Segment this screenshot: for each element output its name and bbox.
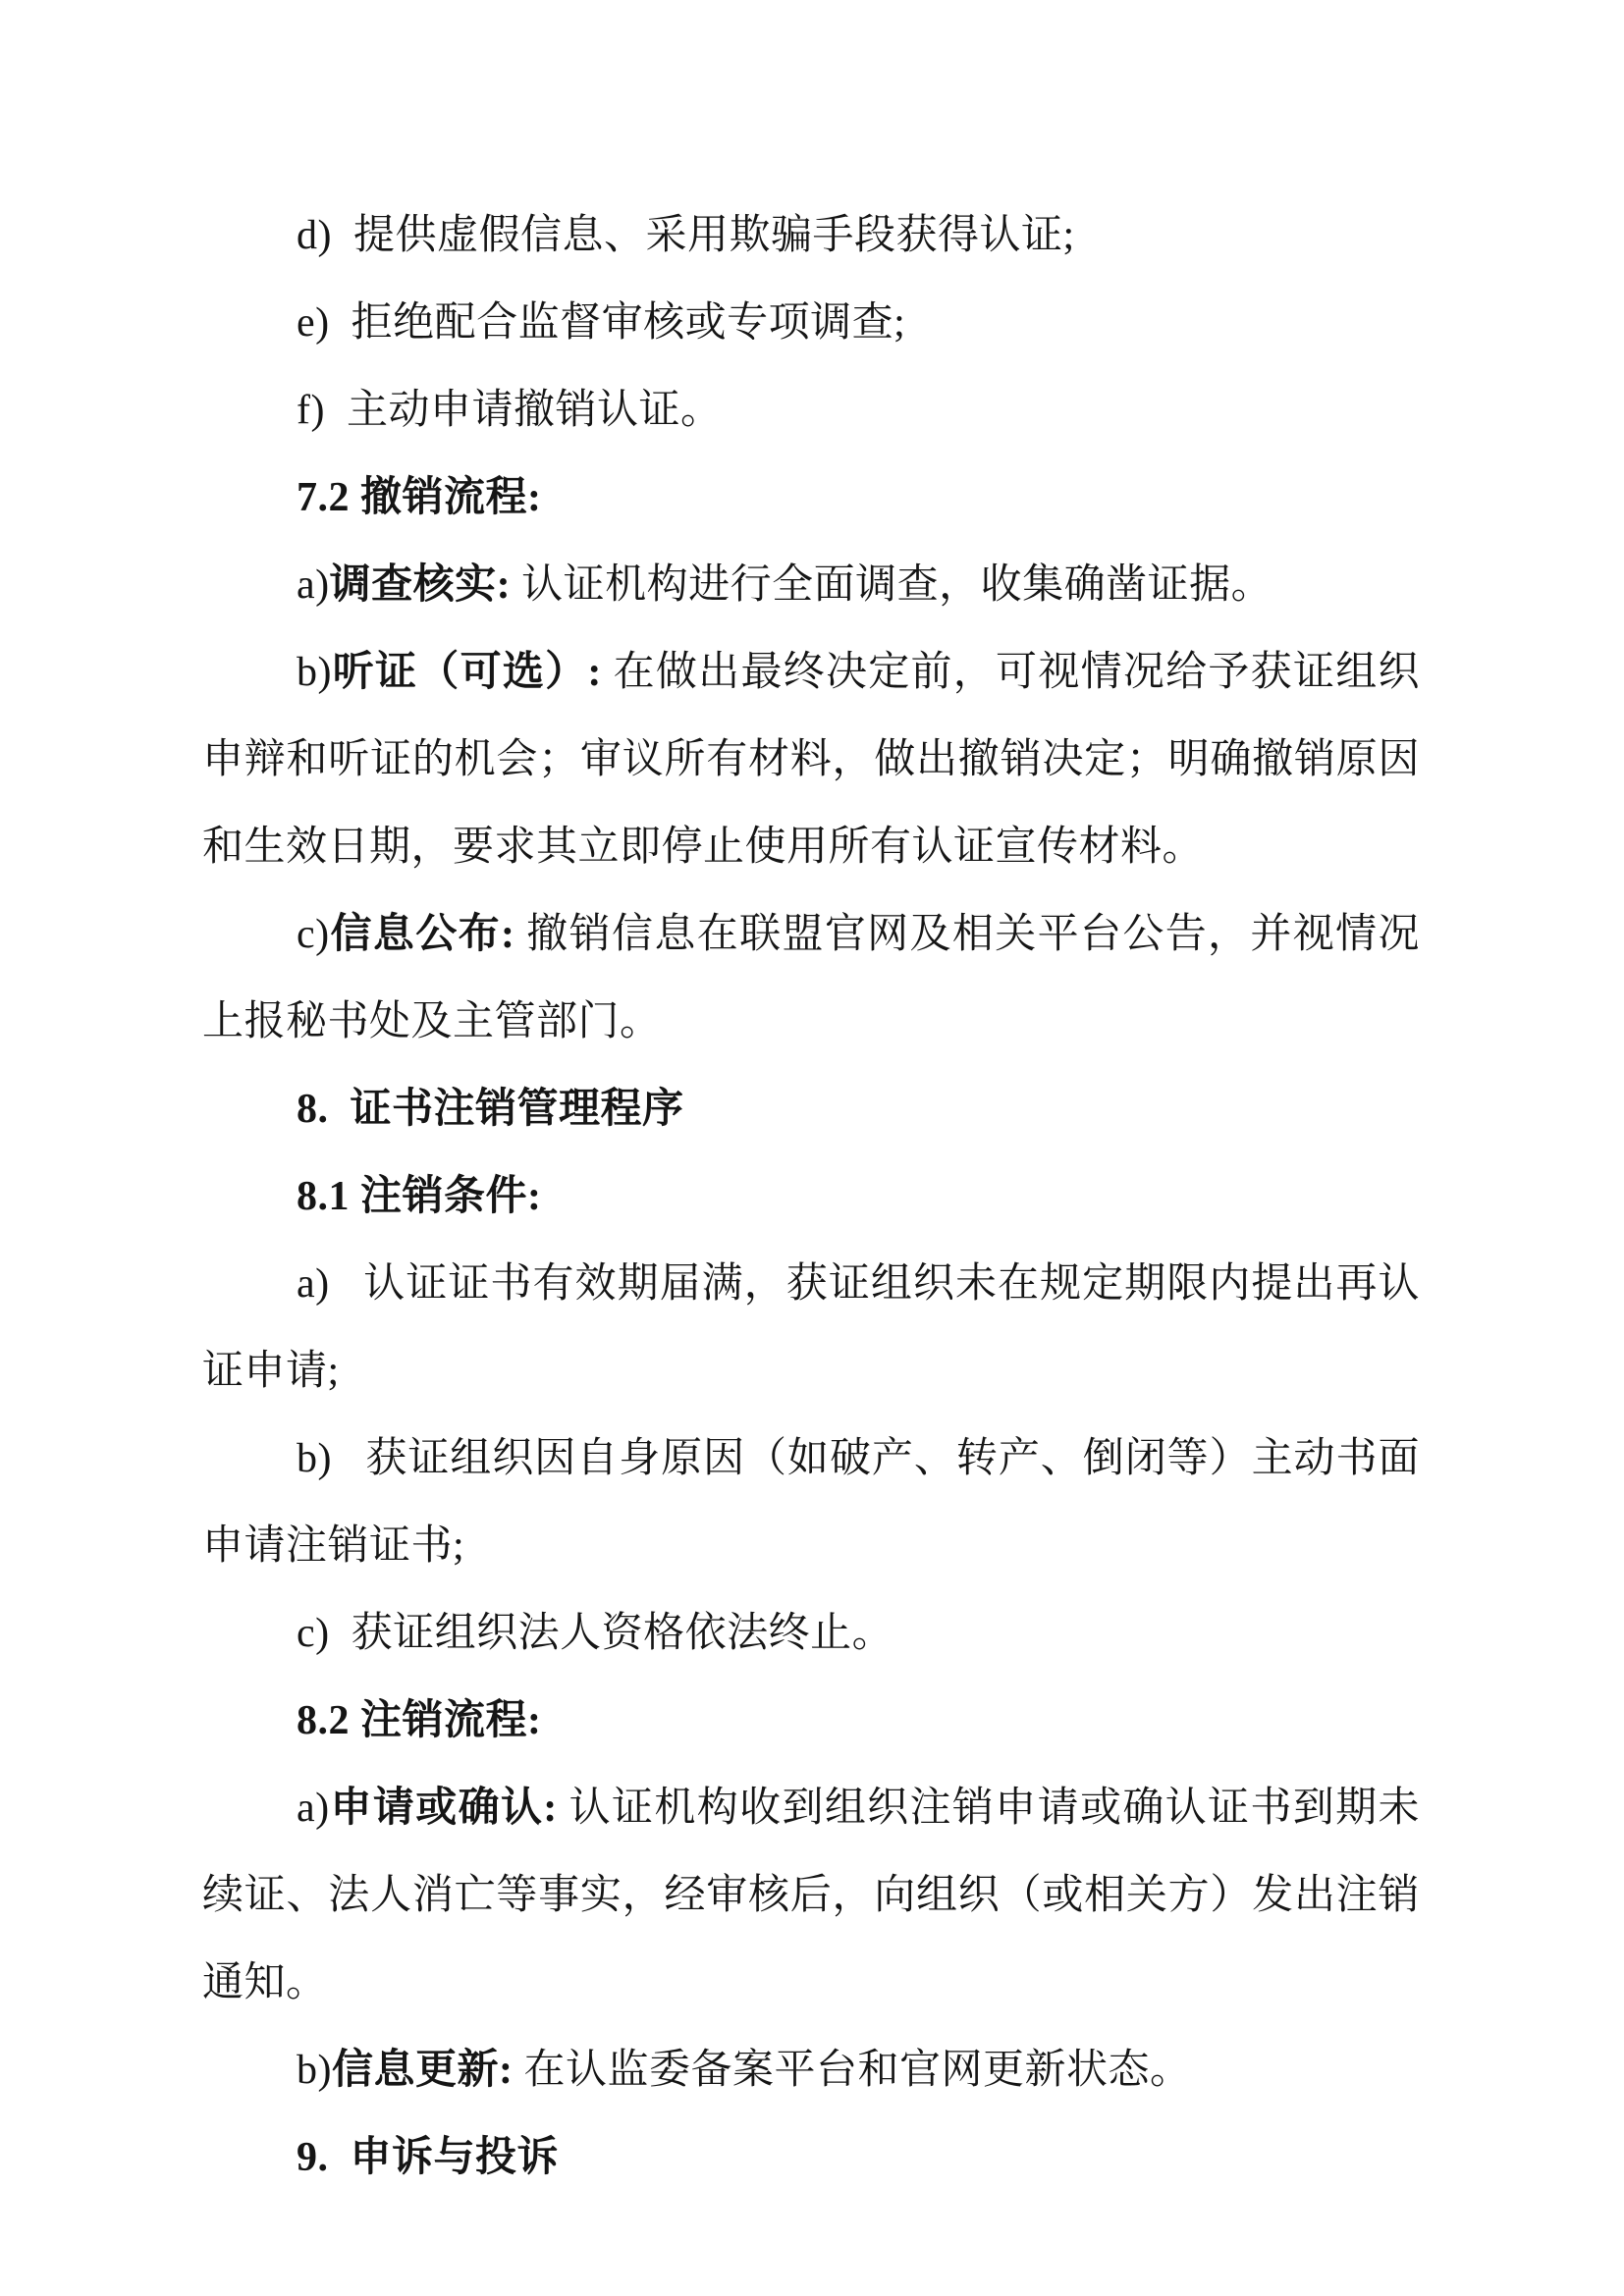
section-heading-8 [202,1066,1420,1153]
step-label: 调查核实: [329,562,522,608]
step-marker: a) [297,562,330,608]
step-text: 撤销信息在联盟官网及相关平台公告，并视情况上报秘书处及主管部门。 [202,912,1420,1044]
list-item-8-1-a-text: a) 认证证书有效期届满，获证组织未在规定期限内提出再认证申请; [202,1261,1420,1394]
step-7-2-b [202,629,1420,891]
section-heading-8-2 [202,1678,1420,1765]
step-label: 信息公布: [329,912,527,957]
list-item-f-text: f) 主动申请撤销认证。 [297,388,723,433]
step-8-2-a [202,1765,1420,2027]
list-item-8-1-b [202,1415,1420,1590]
section-heading-9 [202,2114,1420,2202]
list-item-8-1-b-text: b) 获证组织因自身原因（如破产、转产、倒闭等）主动书面申请注销证书; [202,1436,1420,1569]
section-heading-8-text: 8. 证书注销管理程序 [297,1087,684,1132]
section-heading-8-2-text: 8.2 注销流程: [297,1698,542,1743]
list-item-e-text: e) 拒绝配合监督审核或专项调查; [297,300,906,346]
list-item-e [202,280,1420,367]
step-text: 在做出最终决定前，可视情况给予获证组织申辩和听证的机会；审议所有材料，做出撤销决定；明确撤销原因和生效日期，要求其立即停止使用所有认证宣传材料。 [202,650,1420,870]
section-heading-7-2-text: 7.2 撤销流程: [297,475,542,520]
list-item-8-1-c [202,1590,1420,1678]
step-marker: b) [297,2048,332,2093]
step-marker: c) [297,912,330,957]
step-marker: a) [297,1786,330,1831]
step-text: 认证机构收到组织注销申请或确认证书到期未续证、法人消亡等事实，经审核后，向组织（或相关方）发出注销通知。 [202,1786,1420,2005]
section-heading-9-text: 9. 申诉与投诉 [297,2135,560,2180]
step-text: 认证机构进行全面调查，收集确凿证据。 [521,562,1273,608]
step-7-2-a [202,542,1420,629]
list-item-f [202,367,1420,454]
section-heading-7-2 [202,454,1420,542]
list-item-8-1-a [202,1241,1420,1415]
step-label: 申请或确认: [329,1786,569,1831]
step-text: 在认监委备案平台和官网更新状态。 [523,2048,1192,2093]
step-8-2-b [202,2027,1420,2114]
section-heading-8-1 [202,1153,1420,1241]
step-label: 听证（可选）: [332,650,614,695]
list-item-d-text: d) 提供虚假信息、采用欺骗手段获得认证; [297,213,1075,258]
list-item-8-1-c-text: c) 获证组织法人资格依法终止。 [297,1611,894,1656]
step-marker: b) [297,650,332,695]
section-heading-8-1-text: 8.1 注销条件: [297,1174,542,1219]
step-7-2-c [202,891,1420,1066]
list-item-d [202,192,1420,280]
step-label: 信息更新: [332,2048,524,2093]
